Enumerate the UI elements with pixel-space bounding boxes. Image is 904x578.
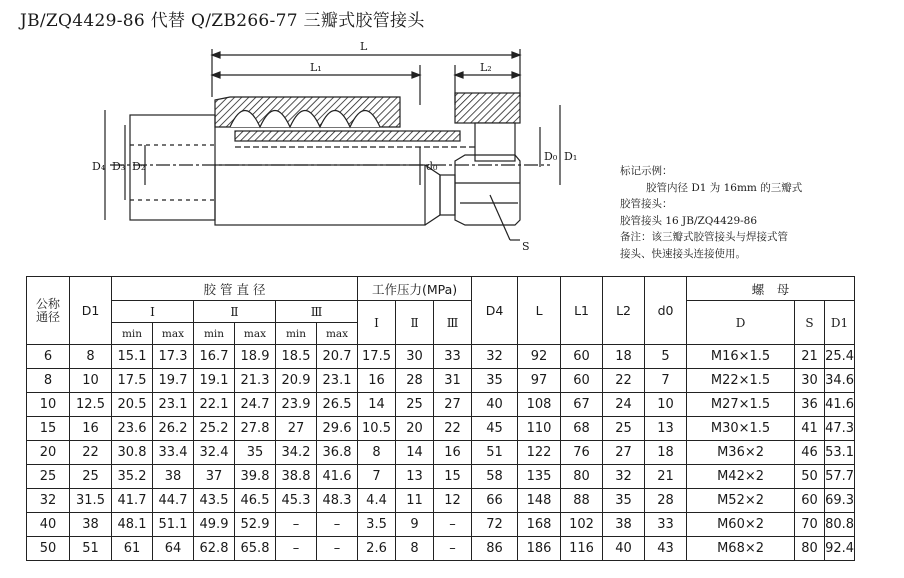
table-cell: 35 xyxy=(603,489,645,513)
table-cell: 186 xyxy=(518,537,561,561)
header-nominal xyxy=(27,277,70,345)
table-cell: 38 xyxy=(603,513,645,537)
header-D4: D4 xyxy=(472,277,518,345)
table-cell: 12.5 xyxy=(70,393,112,417)
table-cell: 45 xyxy=(472,417,518,441)
table-cell: 10 xyxy=(645,393,687,417)
table-cell: 19.1 xyxy=(194,369,235,393)
table-cell: 17.3 xyxy=(153,345,194,369)
table-cell: 9 xyxy=(396,513,434,537)
table-cell: M68×2 xyxy=(687,537,795,561)
table-cell: 47.3 xyxy=(825,417,855,441)
table-cell: 20.9 xyxy=(276,369,317,393)
table-cell: M42×2 xyxy=(687,465,795,489)
table-cell: 31.5 xyxy=(70,489,112,513)
header-pressure-1: Ⅰ xyxy=(358,301,396,345)
header-D1: D1 xyxy=(70,277,112,345)
table-cell: 86 xyxy=(472,537,518,561)
table-cell: 10 xyxy=(27,393,70,417)
table-cell: 17.5 xyxy=(358,345,396,369)
table-cell: 51 xyxy=(472,441,518,465)
header-L1: L1 xyxy=(561,277,603,345)
table-cell: 23.1 xyxy=(317,369,358,393)
table-cell: 13 xyxy=(396,465,434,489)
table-cell: 3.5 xyxy=(358,513,396,537)
table-cell: 80 xyxy=(561,465,603,489)
header-nut: 螺 母 xyxy=(687,277,855,301)
table-cell: 16 xyxy=(70,417,112,441)
table-cell: 10 xyxy=(70,369,112,393)
table-cell: 30.8 xyxy=(112,441,153,465)
table-cell: 17.5 xyxy=(112,369,153,393)
table-cell: 37 xyxy=(194,465,235,489)
table-cell: 16 xyxy=(434,441,472,465)
dim-D1-label: D₁ xyxy=(564,150,578,163)
table-cell: 60 xyxy=(795,489,825,513)
table-cell: 72 xyxy=(472,513,518,537)
table-row xyxy=(27,489,855,513)
table-cell: M36×2 xyxy=(687,441,795,465)
table-cell: 70 xyxy=(795,513,825,537)
table-cell: 20.7 xyxy=(317,345,358,369)
table-cell: 21 xyxy=(795,345,825,369)
header-max: max xyxy=(153,323,194,345)
table-cell: 33.4 xyxy=(153,441,194,465)
dim-L-label: L xyxy=(360,40,368,53)
table-cell: 49.9 xyxy=(194,513,235,537)
table-cell: 22 xyxy=(603,369,645,393)
table-row xyxy=(27,537,855,561)
table-cell: 40 xyxy=(603,537,645,561)
table-cell: – xyxy=(276,513,317,537)
page-title: JB/ZQ4429-86 代替 Q/ZB266-77 三瓣式胶管接头 xyxy=(20,11,425,31)
table-cell: 10.5 xyxy=(358,417,396,441)
table-body xyxy=(27,345,855,561)
table-cell: 38 xyxy=(153,465,194,489)
table-cell: 60 xyxy=(561,345,603,369)
header-L: L xyxy=(518,277,561,345)
table-cell: 11 xyxy=(396,489,434,513)
table-cell: 80.8 xyxy=(825,513,855,537)
header-grade-3: Ⅲ xyxy=(276,301,358,323)
table-cell: 51.1 xyxy=(153,513,194,537)
table-cell: 39.8 xyxy=(235,465,276,489)
table-cell: 61 xyxy=(112,537,153,561)
dim-D2-label: D₂ xyxy=(132,160,146,173)
dim-L2-label: L₂ xyxy=(480,61,492,74)
header-min: min xyxy=(194,323,235,345)
table-cell: 25 xyxy=(396,393,434,417)
table-cell: 27.8 xyxy=(235,417,276,441)
spec-table xyxy=(26,276,855,561)
table-cell: 8 xyxy=(396,537,434,561)
table-cell: 64 xyxy=(153,537,194,561)
table-cell: 41.7 xyxy=(112,489,153,513)
table-cell: 35 xyxy=(472,369,518,393)
table-cell: 92 xyxy=(518,345,561,369)
table-cell: 40 xyxy=(27,513,70,537)
table-cell: 110 xyxy=(518,417,561,441)
header-nut-D1: D1 xyxy=(825,301,855,345)
table-cell: 27 xyxy=(276,417,317,441)
table-cell: 62.8 xyxy=(194,537,235,561)
note-line: 胶管内径 D1 为 16mm 的三瓣式 xyxy=(646,181,803,194)
header-nut-D: D xyxy=(687,301,795,345)
table-cell: 23.1 xyxy=(153,393,194,417)
table-cell: – xyxy=(317,537,358,561)
table-cell: 23.6 xyxy=(112,417,153,441)
table-cell: M16×1.5 xyxy=(687,345,795,369)
table-cell: 52.9 xyxy=(235,513,276,537)
table-cell: 28 xyxy=(645,489,687,513)
table-cell: 31 xyxy=(434,369,472,393)
table-cell: 34.2 xyxy=(276,441,317,465)
table-cell: 18 xyxy=(603,345,645,369)
table-cell: 102 xyxy=(561,513,603,537)
table-cell: 69.3 xyxy=(825,489,855,513)
table-cell: 8 xyxy=(358,441,396,465)
table-cell: 32.4 xyxy=(194,441,235,465)
table-cell: 35.2 xyxy=(112,465,153,489)
table-cell: 21 xyxy=(645,465,687,489)
table-cell: 18.5 xyxy=(276,345,317,369)
table-cell: 6 xyxy=(27,345,70,369)
table-cell: 29.6 xyxy=(317,417,358,441)
table-cell: 116 xyxy=(561,537,603,561)
table-cell: 25.2 xyxy=(194,417,235,441)
table-cell: 41.6 xyxy=(317,465,358,489)
table-cell: 15 xyxy=(434,465,472,489)
table-cell: 30 xyxy=(396,345,434,369)
table-cell: 34.6 xyxy=(825,369,855,393)
table-cell: 135 xyxy=(518,465,561,489)
table-cell: 14 xyxy=(358,393,396,417)
table-cell: 60 xyxy=(561,369,603,393)
table-cell: 41.6 xyxy=(825,393,855,417)
table-cell: – xyxy=(434,537,472,561)
table-cell: 48.3 xyxy=(317,489,358,513)
note-line: 接头、快速接头连接使用。 xyxy=(620,247,746,260)
table-cell: 67 xyxy=(561,393,603,417)
table-cell: 7 xyxy=(645,369,687,393)
table-cell: 33 xyxy=(645,513,687,537)
table-cell: 4.4 xyxy=(358,489,396,513)
table-cell: 97 xyxy=(518,369,561,393)
dim-d0-label: d₀ xyxy=(426,160,438,173)
header-L2: L2 xyxy=(603,277,645,345)
table-cell: 24.7 xyxy=(235,393,276,417)
table-cell: 8 xyxy=(27,369,70,393)
table-cell: 50 xyxy=(795,465,825,489)
table-cell: 66 xyxy=(472,489,518,513)
table-cell: 50 xyxy=(27,537,70,561)
table-cell: 68 xyxy=(561,417,603,441)
table-row xyxy=(27,513,855,537)
table-cell: – xyxy=(434,513,472,537)
table-cell: 12 xyxy=(434,489,472,513)
table-cell: 32 xyxy=(603,465,645,489)
table-cell: 36 xyxy=(795,393,825,417)
header-max: max xyxy=(235,323,276,345)
table-cell: 25 xyxy=(27,465,70,489)
header-grade-1: Ⅰ xyxy=(112,301,194,323)
table-cell: 32 xyxy=(472,345,518,369)
marking-example-note xyxy=(620,163,802,262)
table-cell: 43 xyxy=(645,537,687,561)
table-cell: 30 xyxy=(795,369,825,393)
table-cell: 22 xyxy=(434,417,472,441)
table-cell: 5 xyxy=(645,345,687,369)
table-row xyxy=(27,417,855,441)
table-cell: 38 xyxy=(70,513,112,537)
header-min: min xyxy=(276,323,317,345)
table-cell: 76 xyxy=(561,441,603,465)
table-cell: 26.5 xyxy=(317,393,358,417)
table-cell: 14 xyxy=(396,441,434,465)
table-cell: 16.7 xyxy=(194,345,235,369)
table-cell: 43.5 xyxy=(194,489,235,513)
dim-L1-label: L₁ xyxy=(310,61,322,74)
table-row xyxy=(27,441,855,465)
dim-D3-label: D₃ xyxy=(112,160,126,173)
header-max: max xyxy=(317,323,358,345)
table-cell: 48.1 xyxy=(112,513,153,537)
table-cell: 44.7 xyxy=(153,489,194,513)
note-line: 胶管接头： xyxy=(620,198,673,210)
table-cell: 168 xyxy=(518,513,561,537)
table-row xyxy=(27,465,855,489)
table-cell: 46.5 xyxy=(235,489,276,513)
table-cell: 27 xyxy=(434,393,472,417)
table-cell: 122 xyxy=(518,441,561,465)
note-line: 备注：该三瓣式胶管接头与焊接式管 xyxy=(620,231,788,243)
table-cell: 58 xyxy=(472,465,518,489)
header-nominal-text: 公称 通径 xyxy=(35,296,60,324)
table-cell: 40 xyxy=(472,393,518,417)
table-cell: M27×1.5 xyxy=(687,393,795,417)
table-cell: – xyxy=(276,537,317,561)
table-cell: 22 xyxy=(70,441,112,465)
table-cell: 15 xyxy=(27,417,70,441)
table-cell: 108 xyxy=(518,393,561,417)
dim-D0-label: D₀ xyxy=(544,150,558,163)
table-cell: 15.1 xyxy=(112,345,153,369)
table-cell: 148 xyxy=(518,489,561,513)
table-cell: 28 xyxy=(396,369,434,393)
table-cell: 32 xyxy=(27,489,70,513)
table-cell: 46 xyxy=(795,441,825,465)
table-row xyxy=(27,393,855,417)
table-cell: 23.9 xyxy=(276,393,317,417)
table-cell: 2.6 xyxy=(358,537,396,561)
table-row xyxy=(27,345,855,369)
table-cell: 41 xyxy=(795,417,825,441)
table-row xyxy=(27,369,855,393)
header-pressure-2: Ⅱ xyxy=(396,301,434,345)
table-cell: 35 xyxy=(235,441,276,465)
header-pressure: 工作压力(MPa) xyxy=(358,277,472,301)
table-cell: M22×1.5 xyxy=(687,369,795,393)
table-cell: 19.7 xyxy=(153,369,194,393)
table-cell: 22.1 xyxy=(194,393,235,417)
table-cell: 65.8 xyxy=(235,537,276,561)
table-cell: 45.3 xyxy=(276,489,317,513)
table-cell: 36.8 xyxy=(317,441,358,465)
table-cell: 18 xyxy=(645,441,687,465)
table-cell: 53.1 xyxy=(825,441,855,465)
dim-D4-label: D₄ xyxy=(92,160,106,173)
table-cell: – xyxy=(317,513,358,537)
table-cell: 25 xyxy=(70,465,112,489)
table-cell: 25.4 xyxy=(825,345,855,369)
table-cell: 25 xyxy=(603,417,645,441)
table-cell: 18.9 xyxy=(235,345,276,369)
note-line: 标记示例： xyxy=(620,165,673,177)
fitting-drawing xyxy=(70,35,580,260)
dim-S-label: S xyxy=(522,240,530,253)
header-hose-diameter: 胶 管 直 径 xyxy=(112,277,358,301)
table-cell: M30×1.5 xyxy=(687,417,795,441)
header-pressure-3: Ⅲ xyxy=(434,301,472,345)
header-grade-2: Ⅱ xyxy=(194,301,276,323)
table-cell: 33 xyxy=(434,345,472,369)
table-cell: 13 xyxy=(645,417,687,441)
table-cell: 20.5 xyxy=(112,393,153,417)
header-nut-S: S xyxy=(795,301,825,345)
table-cell: 92.4 xyxy=(825,537,855,561)
table-cell: 80 xyxy=(795,537,825,561)
note-line: 胶管接头 16 JB/ZQ4429-86 xyxy=(620,214,758,227)
table-cell: M60×2 xyxy=(687,513,795,537)
table-cell: 51 xyxy=(70,537,112,561)
table-cell: M52×2 xyxy=(687,489,795,513)
table-cell: 38.8 xyxy=(276,465,317,489)
table-cell: 27 xyxy=(603,441,645,465)
table-cell: 8 xyxy=(70,345,112,369)
table-cell: 26.2 xyxy=(153,417,194,441)
table-cell: 57.7 xyxy=(825,465,855,489)
table-cell: 7 xyxy=(358,465,396,489)
table-cell: 88 xyxy=(561,489,603,513)
table-cell: 24 xyxy=(603,393,645,417)
table-cell: 20 xyxy=(396,417,434,441)
table-cell: 21.3 xyxy=(235,369,276,393)
header-d0: d0 xyxy=(645,277,687,345)
header-min: min xyxy=(112,323,153,345)
table-cell: 16 xyxy=(358,369,396,393)
table-cell: 20 xyxy=(27,441,70,465)
